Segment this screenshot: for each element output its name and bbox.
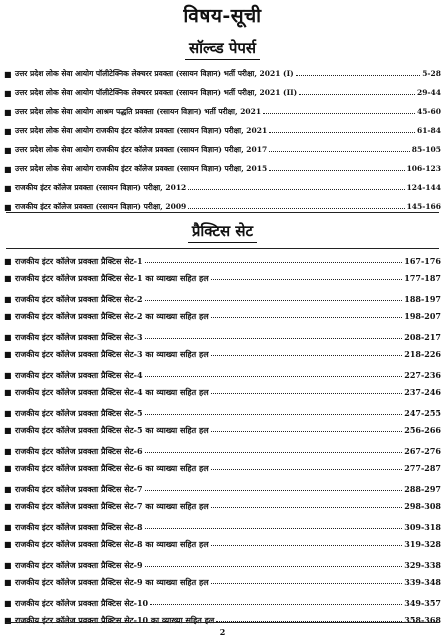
toc-entry-pages: 145-166 — [406, 201, 441, 211]
toc-entry — [4, 556, 441, 573]
bullet-square-icon: ■ — [4, 255, 12, 266]
toc-entry-pages: 267-276 — [404, 445, 441, 456]
toc-entry-title: राजकीय इंटर कॉलेज प्रवक्ता प्रैक्टिस सेट-2 — [15, 293, 143, 304]
toc-entry-pages: 124-144 — [406, 182, 441, 192]
toc-entry-pages: 61-84 — [417, 125, 441, 135]
solved-papers-list — [4, 64, 441, 216]
dot-leader — [145, 452, 403, 453]
toc-entry — [4, 64, 441, 83]
dot-leader — [263, 113, 415, 114]
dot-leader — [211, 279, 403, 280]
dot-leader — [188, 208, 404, 209]
toc-entry-pages: 277-287 — [404, 462, 441, 473]
dot-leader — [145, 262, 403, 263]
toc-entry — [4, 442, 441, 459]
dot-leader — [188, 189, 404, 190]
toc-entry-title: राजकीय इंटर कॉलेज प्रवक्ता प्रैक्टिस सेट-8 का व्याख्या सहित हल — [15, 538, 209, 549]
toc-entry-title: राजकीय इंटर कॉलेज प्रवक्ता प्रैक्टिस सेट-4 का व्याख्या सहित हल — [15, 386, 209, 397]
toc-entry — [4, 307, 441, 324]
toc-entry-title: राजकीय इंटर कॉलेज प्रवक्ता प्रैक्टिस सेट-3 — [15, 331, 143, 342]
toc-entry-pages: 319-328 — [404, 538, 441, 549]
dot-leader — [145, 338, 403, 339]
toc-entry-pages: 247-255 — [404, 407, 441, 418]
bullet-square-icon: ■ — [4, 163, 12, 174]
bullet-square-icon: ■ — [4, 407, 12, 418]
toc-entry — [4, 573, 441, 590]
bullet-square-icon: ■ — [4, 462, 12, 473]
dot-leader — [145, 528, 403, 529]
bullet-square-icon: ■ — [4, 445, 12, 456]
dot-leader — [296, 75, 421, 76]
dot-leader — [145, 414, 403, 415]
dot-leader — [150, 604, 402, 605]
toc-entry-pages: 256-266 — [404, 424, 441, 435]
toc-entry-title: राजकीय इंटर कॉलेज प्रवक्ता (रसायन विज्ञान) परीक्षा, 2009 — [15, 201, 187, 211]
toc-entry-title: राजकीय इंटर कॉलेज प्रवक्ता प्रैक्टिस सेट-1 — [15, 255, 143, 266]
dot-leader — [211, 431, 403, 432]
toc-entry — [4, 535, 441, 552]
toc-entry — [4, 345, 441, 362]
toc-entry-pages: 198-207 — [404, 310, 441, 321]
toc-entry-pages: 339-348 — [404, 576, 441, 587]
practice-sets-list — [4, 252, 441, 628]
practice-sets-heading-text: प्रैक्टिस सेट — [188, 221, 257, 243]
toc-entry-pages: 349-357 — [404, 597, 441, 608]
toc-entry-pages: 288-297 — [404, 483, 441, 494]
toc-entry-pages: 29-44 — [417, 87, 441, 97]
bullet-square-icon: ■ — [4, 348, 12, 359]
bullet-square-icon: ■ — [4, 614, 12, 625]
bullet-square-icon: ■ — [4, 310, 12, 321]
toc-entry-title: राजकीय इंटर कॉलेज प्रवक्ता प्रैक्टिस सेट-8 — [15, 521, 143, 532]
dot-leader — [299, 94, 415, 95]
bullet-square-icon: ■ — [4, 293, 12, 304]
dot-leader — [211, 583, 403, 584]
toc-entry-title: उत्तर प्रदेश लोक सेवा आयोग पॉलीटेक्निक लेक्चरर प्रवक्ता (रसायन विज्ञान) भर्ती परीक्षा, 2021 (I) — [15, 68, 294, 78]
bullet-square-icon: ■ — [4, 576, 12, 587]
toc-entry-title: राजकीय इंटर कॉलेज प्रवक्ता प्रैक्टिस सेट-1 का व्याख्या सहित हल — [15, 272, 209, 283]
bullet-square-icon: ■ — [4, 521, 12, 532]
toc-entry-pages: 227-236 — [404, 369, 441, 380]
bullet-square-icon: ■ — [4, 424, 12, 435]
toc-entry-pages: 45-60 — [417, 106, 441, 116]
bullet-square-icon: ■ — [4, 386, 12, 397]
toc-entry-title: राजकीय इंटर कॉलेज प्रवक्ता प्रैक्टिस सेट-5 — [15, 407, 143, 418]
toc-entry — [4, 197, 441, 216]
bullet-square-icon: ■ — [4, 201, 12, 212]
toc-entry — [4, 421, 441, 438]
toc-entry-title: राजकीय इंटर कॉलेज प्रवक्ता प्रैक्टिस सेट-7 — [15, 483, 143, 494]
toc-entry-title: राजकीय इंटर कॉलेज प्रवक्ता प्रैक्टिस सेट-9 — [15, 559, 143, 570]
toc-entry-pages: 85-105 — [411, 144, 441, 154]
toc-entry-pages: 298-308 — [404, 500, 441, 511]
page-number: 2 — [219, 627, 226, 637]
section-divider — [6, 212, 439, 213]
toc-entry-pages: 329-338 — [404, 559, 441, 570]
toc-entry-pages: 237-246 — [404, 386, 441, 397]
toc-entry — [4, 480, 441, 497]
dot-leader — [269, 151, 410, 152]
toc-entry-title: राजकीय इंटर कॉलेज प्रवक्ता प्रैक्टिस सेट-3 का व्याख्या सहित हल — [15, 348, 209, 359]
toc-entry-title: राजकीय इंटर कॉलेज प्रवक्ता प्रैक्टिस सेट-6 — [15, 445, 143, 456]
bullet-square-icon: ■ — [4, 125, 12, 136]
bullet-square-icon: ■ — [4, 272, 12, 283]
toc-entry — [4, 328, 441, 345]
footer-rule — [6, 622, 439, 623]
bullet-square-icon: ■ — [4, 369, 12, 380]
dot-leader — [269, 132, 415, 133]
bullet-square-icon: ■ — [4, 559, 12, 570]
toc-entry — [4, 383, 441, 400]
toc-entry-title: राजकीय इंटर कॉलेज प्रवक्ता प्रैक्टिस सेट-9 का व्याख्या सहित हल — [15, 576, 209, 587]
toc-entry — [4, 611, 441, 628]
toc-entry-title: उत्तर प्रदेश लोक सेवा आयोग आश्रम पद्धति प्रवक्ता (रसायन विज्ञान) भर्ती परीक्षा, 2021 — [15, 106, 262, 116]
solved-papers-heading-text: सॉल्व्ड पेपर्स — [185, 38, 260, 60]
toc-entry — [4, 497, 441, 514]
toc-entry-title: राजकीय इंटर कॉलेज प्रवक्ता प्रैक्टिस सेट-4 — [15, 369, 143, 380]
toc-entry-title: राजकीय इंटर कॉलेज प्रवक्ता प्रैक्टिस सेट-6 का व्याख्या सहित हल — [15, 462, 209, 473]
bullet-square-icon: ■ — [4, 500, 12, 511]
dot-leader — [211, 545, 403, 546]
dot-leader — [211, 355, 403, 356]
toc-entry — [4, 121, 441, 140]
bullet-square-icon: ■ — [4, 87, 12, 98]
toc-entry — [4, 518, 441, 535]
dot-leader — [211, 507, 403, 508]
toc-entry-title: राजकीय इंटर कॉलेज प्रवक्ता (रसायन विज्ञान) परीक्षा, 2012 — [15, 182, 187, 192]
bullet-square-icon: ■ — [4, 483, 12, 494]
bullet-square-icon: ■ — [4, 106, 12, 117]
toc-entry-pages: 177-187 — [404, 272, 441, 283]
toc-entry-pages: 5-28 — [422, 68, 441, 78]
toc-entry — [4, 594, 441, 611]
toc-entry-title: उत्तर प्रदेश लोक सेवा आयोग पॉलीटेक्निक लेक्चरर प्रवक्ता (रसायन विज्ञान) भर्ती परीक्षा, 2021 (II) — [15, 87, 298, 97]
toc-entry-pages: 208-217 — [404, 331, 441, 342]
dot-leader — [211, 469, 403, 470]
bullet-square-icon: ■ — [4, 538, 12, 549]
bullet-square-icon: ■ — [4, 68, 12, 79]
section-divider — [6, 248, 439, 249]
toc-entry-title: उत्तर प्रदेश लोक सेवा आयोग राजकीय इंटर कॉलेज प्रवक्ता (रसायन विज्ञान) परीक्षा, 2017 — [15, 144, 268, 154]
toc-entry — [4, 252, 441, 269]
dot-leader — [145, 300, 403, 301]
solved-papers-heading — [0, 38, 445, 60]
dot-leader — [145, 566, 403, 567]
page-title: विषय-सूची — [183, 5, 262, 27]
practice-sets-heading — [0, 221, 445, 243]
toc-entry-pages: 167-176 — [404, 255, 441, 266]
dot-leader — [211, 393, 403, 394]
bullet-square-icon: ■ — [4, 182, 12, 193]
bullet-square-icon: ■ — [4, 331, 12, 342]
toc-entry-title: उत्तर प्रदेश लोक सेवा आयोग राजकीय इंटर कॉलेज प्रवक्ता (रसायन विज्ञान) परीक्षा, 2021 — [15, 125, 268, 135]
toc-entry-title: राजकीय इंटर कॉलेज प्रवक्ता प्रैक्टिस सेट-2 का व्याख्या सहित हल — [15, 310, 209, 321]
toc-entry — [4, 140, 441, 159]
toc-entry-pages: 309-318 — [404, 521, 441, 532]
toc-entry-title: राजकीय इंटर कॉलेज प्रवक्ता प्रैक्टिस सेट-7 का व्याख्या सहित हल — [15, 500, 209, 511]
toc-entry — [4, 459, 441, 476]
toc-entry-title: राजकीय इंटर कॉलेज प्रवक्ता प्रैक्टिस सेट-10 का व्याख्या सहित हल — [15, 614, 215, 625]
bullet-square-icon: ■ — [4, 597, 12, 608]
toc-entry-title: राजकीय इंटर कॉलेज प्रवक्ता प्रैक्टिस सेट-5 का व्याख्या सहित हल — [15, 424, 209, 435]
toc-entry — [4, 404, 441, 421]
dot-leader — [269, 170, 404, 171]
toc-entry — [4, 159, 441, 178]
toc-entry-title: उत्तर प्रदेश लोक सेवा आयोग राजकीय इंटर कॉलेज प्रवक्ता (रसायन विज्ञान) परीक्षा, 2015 — [15, 163, 268, 173]
toc-entry — [4, 178, 441, 197]
toc-entry — [4, 366, 441, 383]
toc-entry — [4, 290, 441, 307]
toc-entry-pages: 218-226 — [404, 348, 441, 359]
toc-entry — [4, 83, 441, 102]
toc-entry-pages: 188-197 — [404, 293, 441, 304]
toc-entry-title: राजकीय इंटर कॉलेज प्रवक्ता प्रैक्टिस सेट-10 — [15, 597, 149, 608]
bullet-square-icon: ■ — [4, 144, 12, 155]
toc-entry-pages: 358-368 — [404, 614, 441, 625]
dot-leader — [211, 317, 403, 318]
toc-entry — [4, 102, 441, 121]
toc-entry-pages: 106-123 — [406, 163, 441, 173]
dot-leader — [145, 376, 403, 377]
dot-leader — [145, 490, 403, 491]
toc-entry — [4, 269, 441, 286]
